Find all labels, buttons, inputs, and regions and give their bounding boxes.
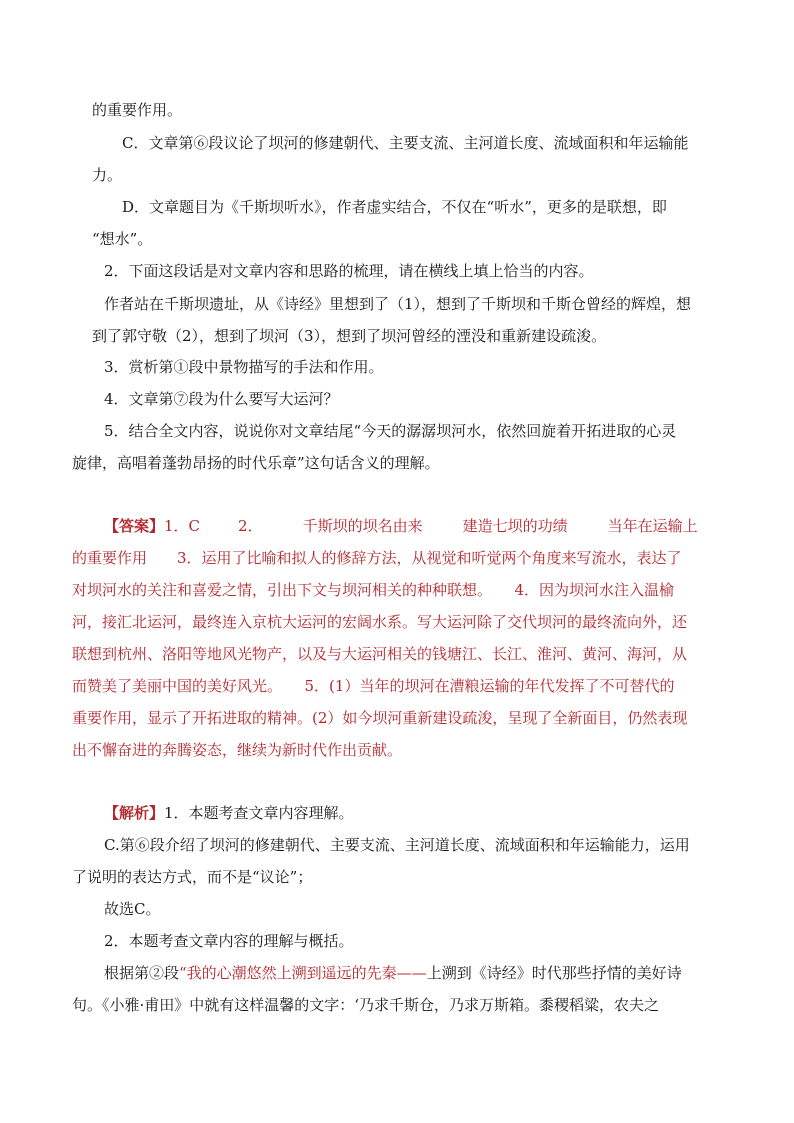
question-2-text: 作者站在千斯坝遗址，从《诗经》里想到了（1），想到了千斯坝和千斯仓曾经的辉煌，想 [104,295,692,313]
analysis-line: C.第⑥段介绍了坝河的修建朝代、主要支流、主河道长度、流域面积和年运输能力，运用 [104,836,690,854]
answer-line: 的重要作用 3．运用了比喻和拟人的修辞方法，从视觉和听觉两个角度来写流水，表达了 [72,549,682,567]
text-line: 的重要作用。 [92,101,183,119]
question-2: 2．下面这段话是对文章内容和思路的梳理，请在横线上填上恰当的内容。 [104,262,594,280]
text-line: 力。 [92,166,123,184]
answer-1: 1．C [164,517,201,535]
answer-line: 联想到杭州、洛阳等地风光物产，以及与大运河相关的钱塘江、长江、淮河、黄河、海河，从 [72,645,688,663]
option-d-line: D．文章题目为《千斯坝听水》，作者虚实结合，不仅在“听水”，更多的是联想，即 [122,198,667,216]
analysis-line: 了说明的表达方式，而不是“议论”； [72,868,313,886]
option-c-line: C．文章第⑥段议论了坝河的修建朝代、主要支流、主河道长度、流域面积和年运输能 [122,134,689,152]
analysis-line: 2．本题考查文章内容的理解与概括。 [104,932,354,950]
answer-line: 出不懈奋进的奔腾姿态，继续为新时代作出贡献。 [72,741,403,759]
answer-2-blank-3: 当年在运输上 [607,517,698,535]
answer-2-blank-2: 建造七坝的功绩 [462,517,568,535]
question-5-text: 旋律，高唱着蓬勃昂扬的时代乐章”这句话含义的理解。 [72,454,440,472]
question-4: 4．文章第⑦段为什么要写大运河？ [104,390,339,408]
answer-line: 河，接汇北运河，最终连入京杭大运河的宏阔水系。写大运河除了交代坝河的最终流向外，还 [72,613,688,631]
answer-line: 而赞美了美丽中国的美好风光。 5．(1）当年的坝河在漕粮运输的年代发挥了不可替代的 [72,677,675,695]
analysis-1: 1．本题考查文章内容理解。 [164,804,354,822]
answer-line-first [104,516,764,536]
analysis-line-quote [104,963,764,983]
question-2-text: 到了郭守敬（2），想到了坝河（3），想到了坝河曾经的湮没和重新建设疏浚。 [92,327,607,345]
analysis-line: 句。《小雅·甫田》中就有这样温馨的文字：‘乃求千斯仓，乃求万斯箱。黍稷稻粱，农夫之 [72,996,660,1014]
question-3: 3．赏析第①段中景物描写的手法和作用。 [104,358,384,376]
text-line: “想水”。 [92,230,153,248]
analysis-line-first [104,803,764,823]
question-5: 5．结合全文内容，说说你对文章结尾“今天的潺潺坝河水，依然回旋着开拓进取的心灵 [104,422,677,440]
answer-line: 对坝河水的关注和喜爱之情，引出下文与坝河相关的种种联想。 4．因为坝河水注入温榆 [72,581,675,599]
analysis-line: 故选C。 [104,900,161,918]
answer-line: 重要作用，显示了开拓进取的精神。(2）如今坝河重新建设疏浚，呈现了全新面目，仍然表现 [72,709,688,727]
answer-2-blank-1: 千斯坝的坝名由来 [302,517,423,535]
analysis-suffix: 上溯到《诗经》时代那些抒情的美好诗 [426,964,682,982]
answer-label: 【答案】 [104,517,165,535]
analysis-quote: “我的心潮悠然上溯到遥远的先秦—— [179,964,427,982]
analysis-label: 【解析】 [104,804,165,822]
analysis-prefix: 根据第②段 [104,964,180,982]
answer-2-number: 2． [238,517,263,535]
